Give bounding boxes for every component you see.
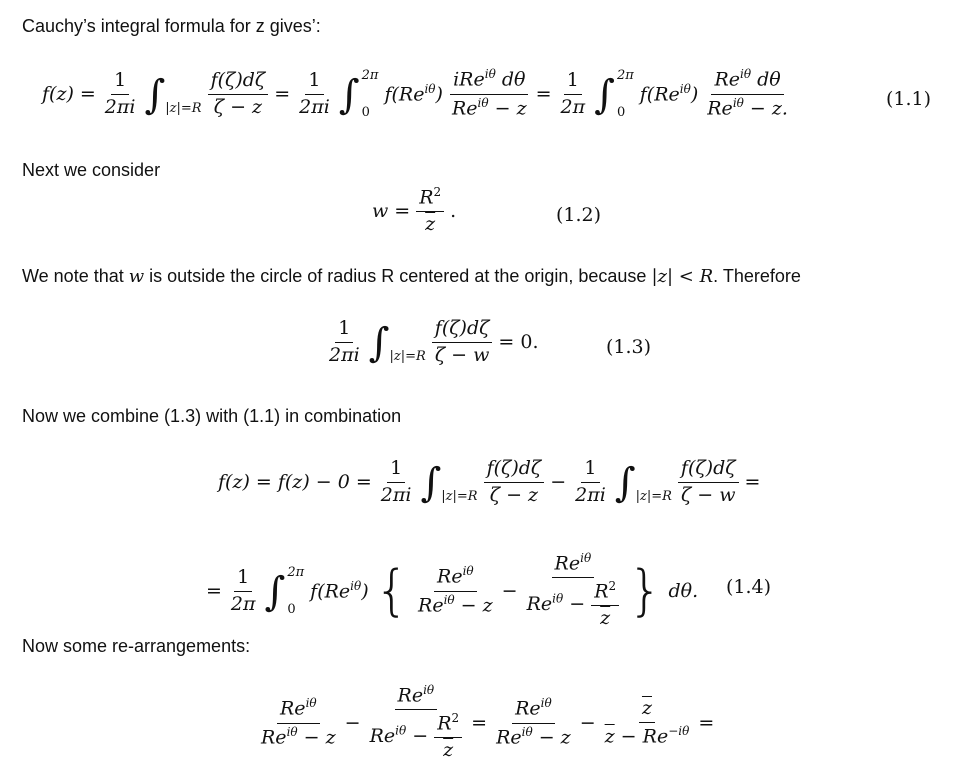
exponent: −iθ — [668, 723, 690, 738]
denominator: $Re^{i\theta} - z$ — [261, 724, 336, 748]
z-bar: z — [443, 739, 454, 762]
numerator: f(ζ)dζ — [484, 458, 545, 483]
denominator: 2πi — [380, 483, 412, 506]
exponent: iθ — [552, 591, 564, 606]
numerator: 1 — [581, 458, 599, 483]
equation-number-1-2: (1.2) — [556, 204, 602, 226]
numerator — [416, 186, 444, 212]
numerator: f(ζ)dζ — [678, 458, 739, 483]
period: . — [450, 200, 457, 222]
f-of-Re: $f(Re^{i\theta})$ — [384, 82, 443, 106]
numerator: 1 — [234, 567, 252, 592]
intro-line: Cauchy’s integral formula for z gives’: — [22, 16, 321, 36]
numerator: f(ζ)dζ — [432, 318, 493, 343]
equals: = — [394, 200, 411, 222]
right-brace: } — [628, 559, 663, 623]
exponent: iθ — [423, 683, 435, 697]
f-z: f(z) — [42, 83, 74, 105]
numerator: 1 — [335, 318, 353, 343]
numerator: $Re^{i\theta}$ — [434, 565, 477, 591]
equals: = — [79, 83, 96, 105]
numerator: 1 — [305, 70, 323, 95]
exponent: iθ — [740, 67, 752, 82]
text-part: We note that — [22, 266, 129, 286]
exponent: iθ — [732, 95, 744, 110]
equation-number-1-4: (1.4) — [726, 576, 772, 598]
fraction — [602, 698, 693, 748]
denominator: 2πi — [104, 95, 136, 118]
z-bar: z — [425, 213, 436, 236]
exponent: iθ — [540, 696, 552, 711]
fraction — [524, 552, 623, 630]
combine-line: Now we combine (1.3) with (1.1) in combination — [22, 406, 402, 426]
fraction — [493, 697, 574, 748]
equation-number-1-1: (1.1) — [886, 88, 932, 110]
denominator: 2πi — [299, 95, 330, 118]
exponent: 2 — [451, 711, 460, 726]
text-part: is outside the circle of radius R centered at the origin, because — [144, 266, 652, 286]
numerator: $Re^{i\theta}$ dθ — [711, 68, 783, 94]
fraction — [449, 68, 530, 119]
fraction — [704, 68, 791, 119]
minus: − — [344, 712, 361, 735]
integral-limits — [287, 565, 304, 617]
exponent: iθ — [580, 551, 592, 565]
integral-sign: ∫ — [338, 72, 360, 118]
f-of-Re: $f(Re^{i\theta})$ — [310, 579, 369, 603]
exponent: iθ — [395, 723, 407, 738]
denominator: ζ − z — [213, 95, 263, 118]
exponent: 2 — [608, 579, 617, 594]
integral-sign: ∫ — [614, 460, 636, 507]
fraction — [258, 697, 339, 748]
fraction — [484, 458, 545, 507]
minus: − — [501, 580, 518, 603]
equation-1-4 — [206, 552, 698, 630]
numerator: f(ζ)dζ — [208, 70, 269, 95]
numerator: 1 — [387, 458, 405, 483]
exponent: iθ — [286, 724, 298, 739]
minus: − — [550, 471, 567, 494]
f-of-Re: $f(Re^{i\theta})$ — [639, 82, 699, 106]
fraction — [228, 567, 259, 616]
next-consider-line: Next we consider — [22, 160, 161, 180]
rearrange-line: Now some re-arrangements: — [22, 636, 251, 656]
contour-label: |z|=R — [441, 488, 478, 504]
fraction — [296, 70, 333, 119]
integral-sign: ∫ — [264, 569, 286, 616]
equation-1-2 — [372, 186, 456, 236]
fraction — [434, 712, 462, 762]
equation-1-3 — [326, 318, 539, 367]
denominator: ζ − w — [680, 483, 736, 506]
fraction — [678, 458, 739, 507]
fraction — [558, 70, 589, 119]
equals: = — [206, 580, 222, 603]
f-Re-text: f(Re — [639, 83, 680, 106]
minus: − — [579, 712, 596, 735]
var-w: w — [372, 200, 389, 222]
upper-limit: 2π — [616, 68, 634, 83]
fraction — [378, 458, 415, 507]
numerator — [591, 580, 619, 606]
denominator: 2πi — [575, 483, 606, 506]
equation-rearrangement — [258, 684, 714, 762]
denominator: $Re^{i\theta} - z$ — [451, 95, 527, 119]
denominator: $Re^{i\theta} - z$ — [418, 592, 493, 616]
z-bar: z — [600, 607, 611, 630]
z-bar: $\overline{z}$ — [604, 725, 615, 748]
d-theta: dθ — [501, 68, 526, 91]
abs-z-less-R: |z| < R — [651, 266, 714, 287]
numerator: $Re^{i\theta}$ — [395, 684, 438, 710]
equals: = — [698, 712, 715, 735]
fraction — [326, 318, 363, 367]
z-bar: $\overline{z}$ — [639, 698, 655, 723]
R: R — [594, 580, 609, 603]
f-Re-text: f(Re — [310, 580, 351, 603]
denominator: $Re^{i\theta}$ − $\frac{R^2}{z}$ — [524, 578, 623, 630]
upper-limit: 2π — [361, 68, 379, 83]
numerator: 1 — [111, 70, 129, 95]
d-theta-period: dθ. — [668, 580, 699, 603]
R: R — [419, 186, 434, 209]
fraction — [432, 318, 493, 367]
exponent: iθ — [484, 67, 496, 82]
fraction — [416, 186, 444, 236]
lower-limit: 0 — [616, 105, 626, 120]
upper-limit: 2π — [287, 565, 305, 581]
denominator: ζ − w — [434, 343, 490, 366]
numerator: iRe$^{i\theta}$ dθ — [450, 68, 528, 94]
exponent: iθ — [350, 579, 362, 594]
exponent: iθ — [305, 696, 317, 711]
exponent: iθ — [477, 95, 489, 110]
fraction — [591, 580, 619, 630]
equals: = — [535, 83, 552, 105]
f-Re-text: f(Re — [384, 83, 425, 106]
equation-combined-line1 — [218, 458, 760, 507]
exponent: iθ — [443, 592, 455, 607]
numerator — [434, 712, 462, 738]
fraction — [367, 684, 466, 762]
contour-label: |z|=R — [389, 348, 426, 364]
denominator: $\overline{z} - Re^{-i\theta}$ — [604, 723, 690, 748]
R: R — [437, 712, 452, 735]
denominator: $Re^{i\theta}$ − $\frac{R^2}{z}$ — [367, 710, 466, 762]
integral-limits — [362, 68, 379, 120]
equals: = — [744, 471, 761, 494]
fraction — [572, 458, 609, 507]
f-z-eq-chain: f(z) = f(z) − 0 = — [218, 471, 372, 494]
fraction — [415, 565, 496, 616]
equation-1-1 — [42, 68, 791, 120]
equals: = — [274, 83, 291, 105]
exponent: 2 — [433, 185, 442, 199]
integral-sign: ∫ — [144, 72, 166, 118]
denominator: $Re^{i\theta} - z$. — [707, 95, 788, 119]
outside-circle-line — [22, 266, 801, 287]
integral-limits — [617, 68, 634, 120]
d-theta: dθ — [757, 68, 781, 91]
equals-zero: = 0. — [498, 331, 539, 354]
numerator: $Re^{i\theta}$ — [512, 697, 555, 723]
denominator: 2π — [230, 592, 256, 615]
exponent: iθ — [462, 564, 474, 579]
denominator: $Re^{i\theta} - z$ — [496, 724, 571, 748]
integral-sign: ∫ — [594, 72, 615, 118]
equals: = — [471, 712, 488, 735]
numerator: $Re^{i\theta}$ — [277, 697, 320, 723]
exponent: iθ — [521, 724, 533, 739]
exponent: iθ — [679, 82, 691, 97]
left-brace: { — [374, 559, 410, 623]
var-w: w — [128, 266, 145, 287]
denominator: ζ − z — [489, 483, 539, 506]
equation-number-1-3: (1.3) — [606, 336, 652, 358]
lower-limit: 0 — [361, 105, 370, 120]
fraction — [102, 70, 139, 119]
fraction — [208, 70, 269, 119]
exponent: iθ — [424, 82, 436, 97]
integral-sign: ∫ — [368, 320, 390, 367]
integral-sign: ∫ — [420, 460, 442, 507]
text-part: . Therefore — [713, 266, 801, 286]
numerator: $Re^{i\theta}$ — [552, 552, 595, 578]
denominator: 2πi — [329, 343, 360, 366]
numerator: 1 — [564, 70, 582, 95]
contour-label: |z|=R — [635, 488, 672, 504]
contour-label: |z|=R — [165, 100, 202, 116]
denominator: 2π — [560, 95, 586, 118]
lower-limit: 0 — [287, 602, 296, 618]
